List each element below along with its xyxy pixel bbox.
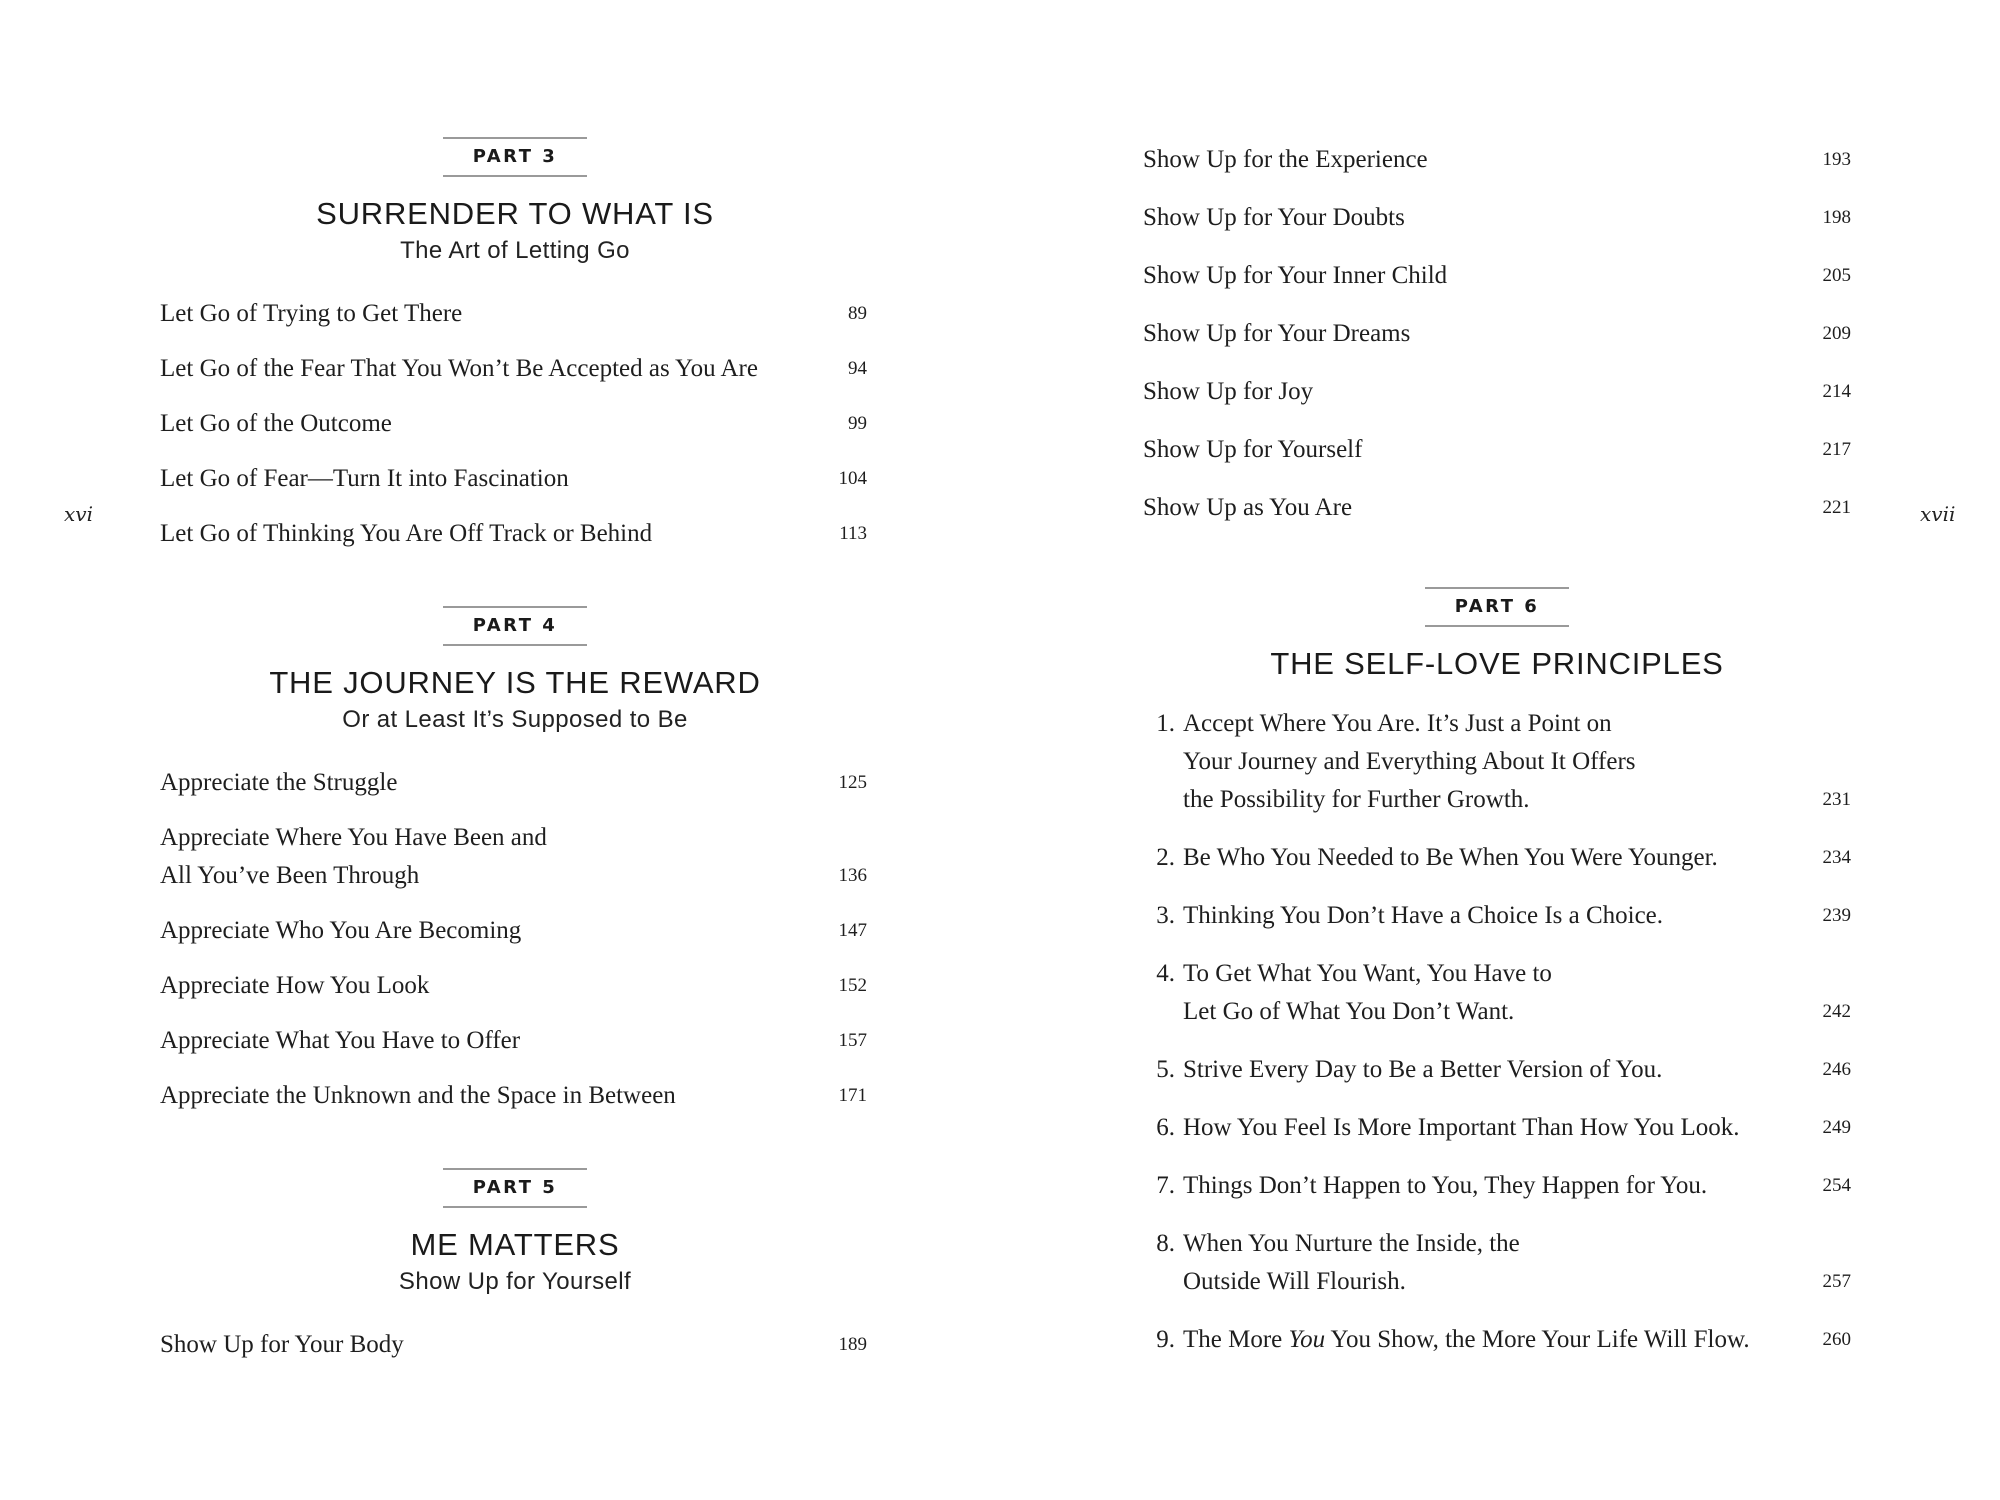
entry-title-segment: The More [1183, 1326, 1289, 1353]
page-number: 104 [838, 468, 867, 489]
part-5-entries [160, 1326, 867, 1364]
part-4-label: PART 4 [472, 615, 558, 636]
toc-entry [160, 295, 867, 333]
toc-entry [160, 350, 867, 388]
toc-entry [1143, 839, 1851, 877]
part-6-label: PART 6 [1454, 596, 1540, 617]
entry-title: Show Up as You Are [1143, 494, 1353, 521]
toc-entry [1143, 1225, 1851, 1301]
part-3-header [160, 137, 870, 265]
entry-number: 9. [1156, 1326, 1175, 1353]
entry-title: Appreciate How You Look [160, 972, 430, 999]
entry-title: How You Feel Is More Important Than How You Look. [1183, 1114, 1740, 1141]
toc-entry [1143, 141, 1851, 179]
entry-title [1183, 1321, 1851, 1359]
entry-title: To Get What You Want, You Have to [1183, 960, 1552, 987]
part-6-title: THE SELF-LOVE PRINCIPLES [1270, 646, 1724, 681]
entry-title: Appreciate the Unknown and the Space in Between [160, 1082, 676, 1109]
entry-title: Show Up for Your Inner Child [1143, 262, 1448, 289]
toc-entry [1143, 489, 1851, 527]
page-number: 257 [1822, 1271, 1851, 1292]
entry-title: Show Up for the Experience [1143, 146, 1428, 173]
page-number: 214 [1822, 381, 1851, 402]
page-number: 113 [839, 523, 867, 544]
part-4-header [160, 606, 870, 734]
toc-entry [1143, 955, 1851, 1031]
page-number: 193 [1822, 149, 1851, 170]
page-number: 205 [1822, 265, 1851, 286]
part-5-label: PART 5 [472, 1177, 558, 1198]
entry-title: Thinking You Don’t Have a Choice Is a Choice. [1183, 902, 1664, 929]
entry-title: Strive Every Day to Be a Better Version of You. [1183, 1056, 1663, 1083]
right-folio: xvii [1920, 502, 1956, 526]
entry-title: Let Go of Thinking You Are Off Track or Behind [160, 520, 653, 547]
page-number: 125 [838, 772, 867, 793]
entry-number: 1. [1156, 710, 1175, 737]
toc-entry [160, 1077, 867, 1115]
page-number: 94 [848, 358, 867, 379]
page-number: 242 [1822, 1001, 1851, 1022]
part-6-header [1143, 587, 1851, 682]
toc-entry [160, 1326, 867, 1364]
entry-title: When You Nurture the Inside, the [1183, 1230, 1520, 1257]
entry-title: Your Journey and Everything About It Offers [1183, 748, 1636, 775]
toc-entry [1143, 1109, 1851, 1147]
toc-entry [1143, 257, 1851, 295]
toc-entry [1143, 1167, 1851, 1205]
part-5-subtitle: Show Up for Yourself [398, 1268, 632, 1295]
entry-title: Show Up for Your Dreams [1143, 320, 1411, 347]
entry-title: Let Go of What You Don’t Want. [1183, 998, 1515, 1025]
part-5-title: ME MATTERS [410, 1227, 620, 1262]
entry-title: Let Go of the Fear That You Won’t Be Accepted as You Are [160, 355, 758, 382]
part-4-subtitle: Or at Least It’s Supposed to Be [342, 706, 688, 733]
toc-entry [160, 967, 867, 1005]
page-number: 189 [838, 1334, 867, 1355]
part-5-continued-entries [1143, 141, 1851, 527]
part-4-title: THE JOURNEY IS THE REWARD [269, 665, 761, 700]
entry-title: Appreciate Where You Have Been and [160, 824, 547, 851]
entry-title: Let Go of Trying to Get There [160, 300, 463, 327]
entry-title: the Possibility for Further Growth. [1183, 786, 1530, 813]
toc-entry [1143, 705, 1851, 819]
toc-entry [1143, 897, 1851, 935]
entry-title: Appreciate the Struggle [160, 769, 398, 796]
page-number: 209 [1822, 323, 1851, 344]
part-3-label: PART 3 [472, 146, 558, 167]
entry-title: Appreciate Who You Are Becoming [160, 917, 522, 944]
page-number: 136 [838, 865, 867, 886]
toc-entry [160, 819, 867, 895]
left-folio: xvi [64, 502, 93, 526]
part-6-entries [1143, 705, 1851, 1359]
page-number: 234 [1822, 847, 1851, 868]
entry-title: Accept Where You Are. It’s Just a Point on [1183, 710, 1612, 737]
entry-title: Appreciate What You Have to Offer [160, 1027, 521, 1054]
entry-number: 5. [1156, 1056, 1175, 1083]
entry-title: Show Up for Yourself [1143, 436, 1363, 463]
page-number: 99 [848, 413, 867, 434]
toc-entry [1143, 1321, 1851, 1359]
page-number: 231 [1822, 789, 1851, 810]
entry-number: 4. [1156, 960, 1175, 987]
entry-number: 6. [1156, 1114, 1175, 1141]
page-number: 157 [838, 1030, 867, 1051]
page-number: 152 [838, 975, 867, 996]
toc-entry [160, 460, 867, 498]
toc-entry [1143, 431, 1851, 469]
entry-number: 7. [1156, 1172, 1175, 1199]
page-number: 171 [838, 1085, 867, 1106]
page-number: 217 [1822, 439, 1851, 460]
page-number: 221 [1822, 497, 1851, 518]
entry-title: Let Go of the Outcome [160, 410, 392, 437]
toc-entry [1143, 199, 1851, 237]
part-3-title: SURRENDER TO WHAT IS [316, 196, 714, 231]
entry-number: 2. [1156, 844, 1175, 871]
page-number: 249 [1822, 1117, 1851, 1138]
part-3-subtitle: The Art of Letting Go [400, 237, 630, 264]
entry-title: Show Up for Joy [1143, 378, 1314, 405]
right-page [1000, 0, 2000, 1500]
toc-entry [160, 912, 867, 950]
part-5-header [160, 1168, 870, 1296]
toc-entry [160, 1022, 867, 1060]
entry-title-segment: You [1288, 1326, 1326, 1353]
toc-entry [160, 764, 867, 802]
toc-entry [1143, 315, 1851, 353]
entry-title-segment: You Show, the More Your Life Will Flow. [1325, 1326, 1750, 1353]
entry-title: Let Go of Fear—Turn It into Fascination [160, 465, 569, 492]
page-number: 147 [838, 920, 867, 941]
entry-number: 8. [1156, 1230, 1175, 1257]
entry-number: 3. [1156, 902, 1175, 929]
part-4-entries [160, 764, 867, 1115]
entry-title: Things Don’t Happen to You, They Happen for You. [1183, 1172, 1708, 1199]
page-number: 198 [1822, 207, 1851, 228]
toc-entry [1143, 1051, 1851, 1089]
entry-title: All You’ve Been Through [160, 862, 420, 889]
page-number: 260 [1822, 1329, 1851, 1350]
page-number: 239 [1822, 905, 1851, 926]
entry-title: Outside Will Flourish. [1183, 1268, 1406, 1295]
toc-entry [160, 405, 867, 443]
part-3-entries [160, 295, 867, 553]
page-number: 254 [1822, 1175, 1851, 1196]
entry-title: Show Up for Your Body [160, 1331, 404, 1358]
page-number: 89 [848, 303, 867, 324]
toc-entry [1143, 373, 1851, 411]
entry-title: Be Who You Needed to Be When You Were Younger. [1183, 844, 1718, 871]
toc-entry [160, 515, 867, 553]
page-number: 246 [1822, 1059, 1851, 1080]
entry-title: Show Up for Your Doubts [1143, 204, 1405, 231]
